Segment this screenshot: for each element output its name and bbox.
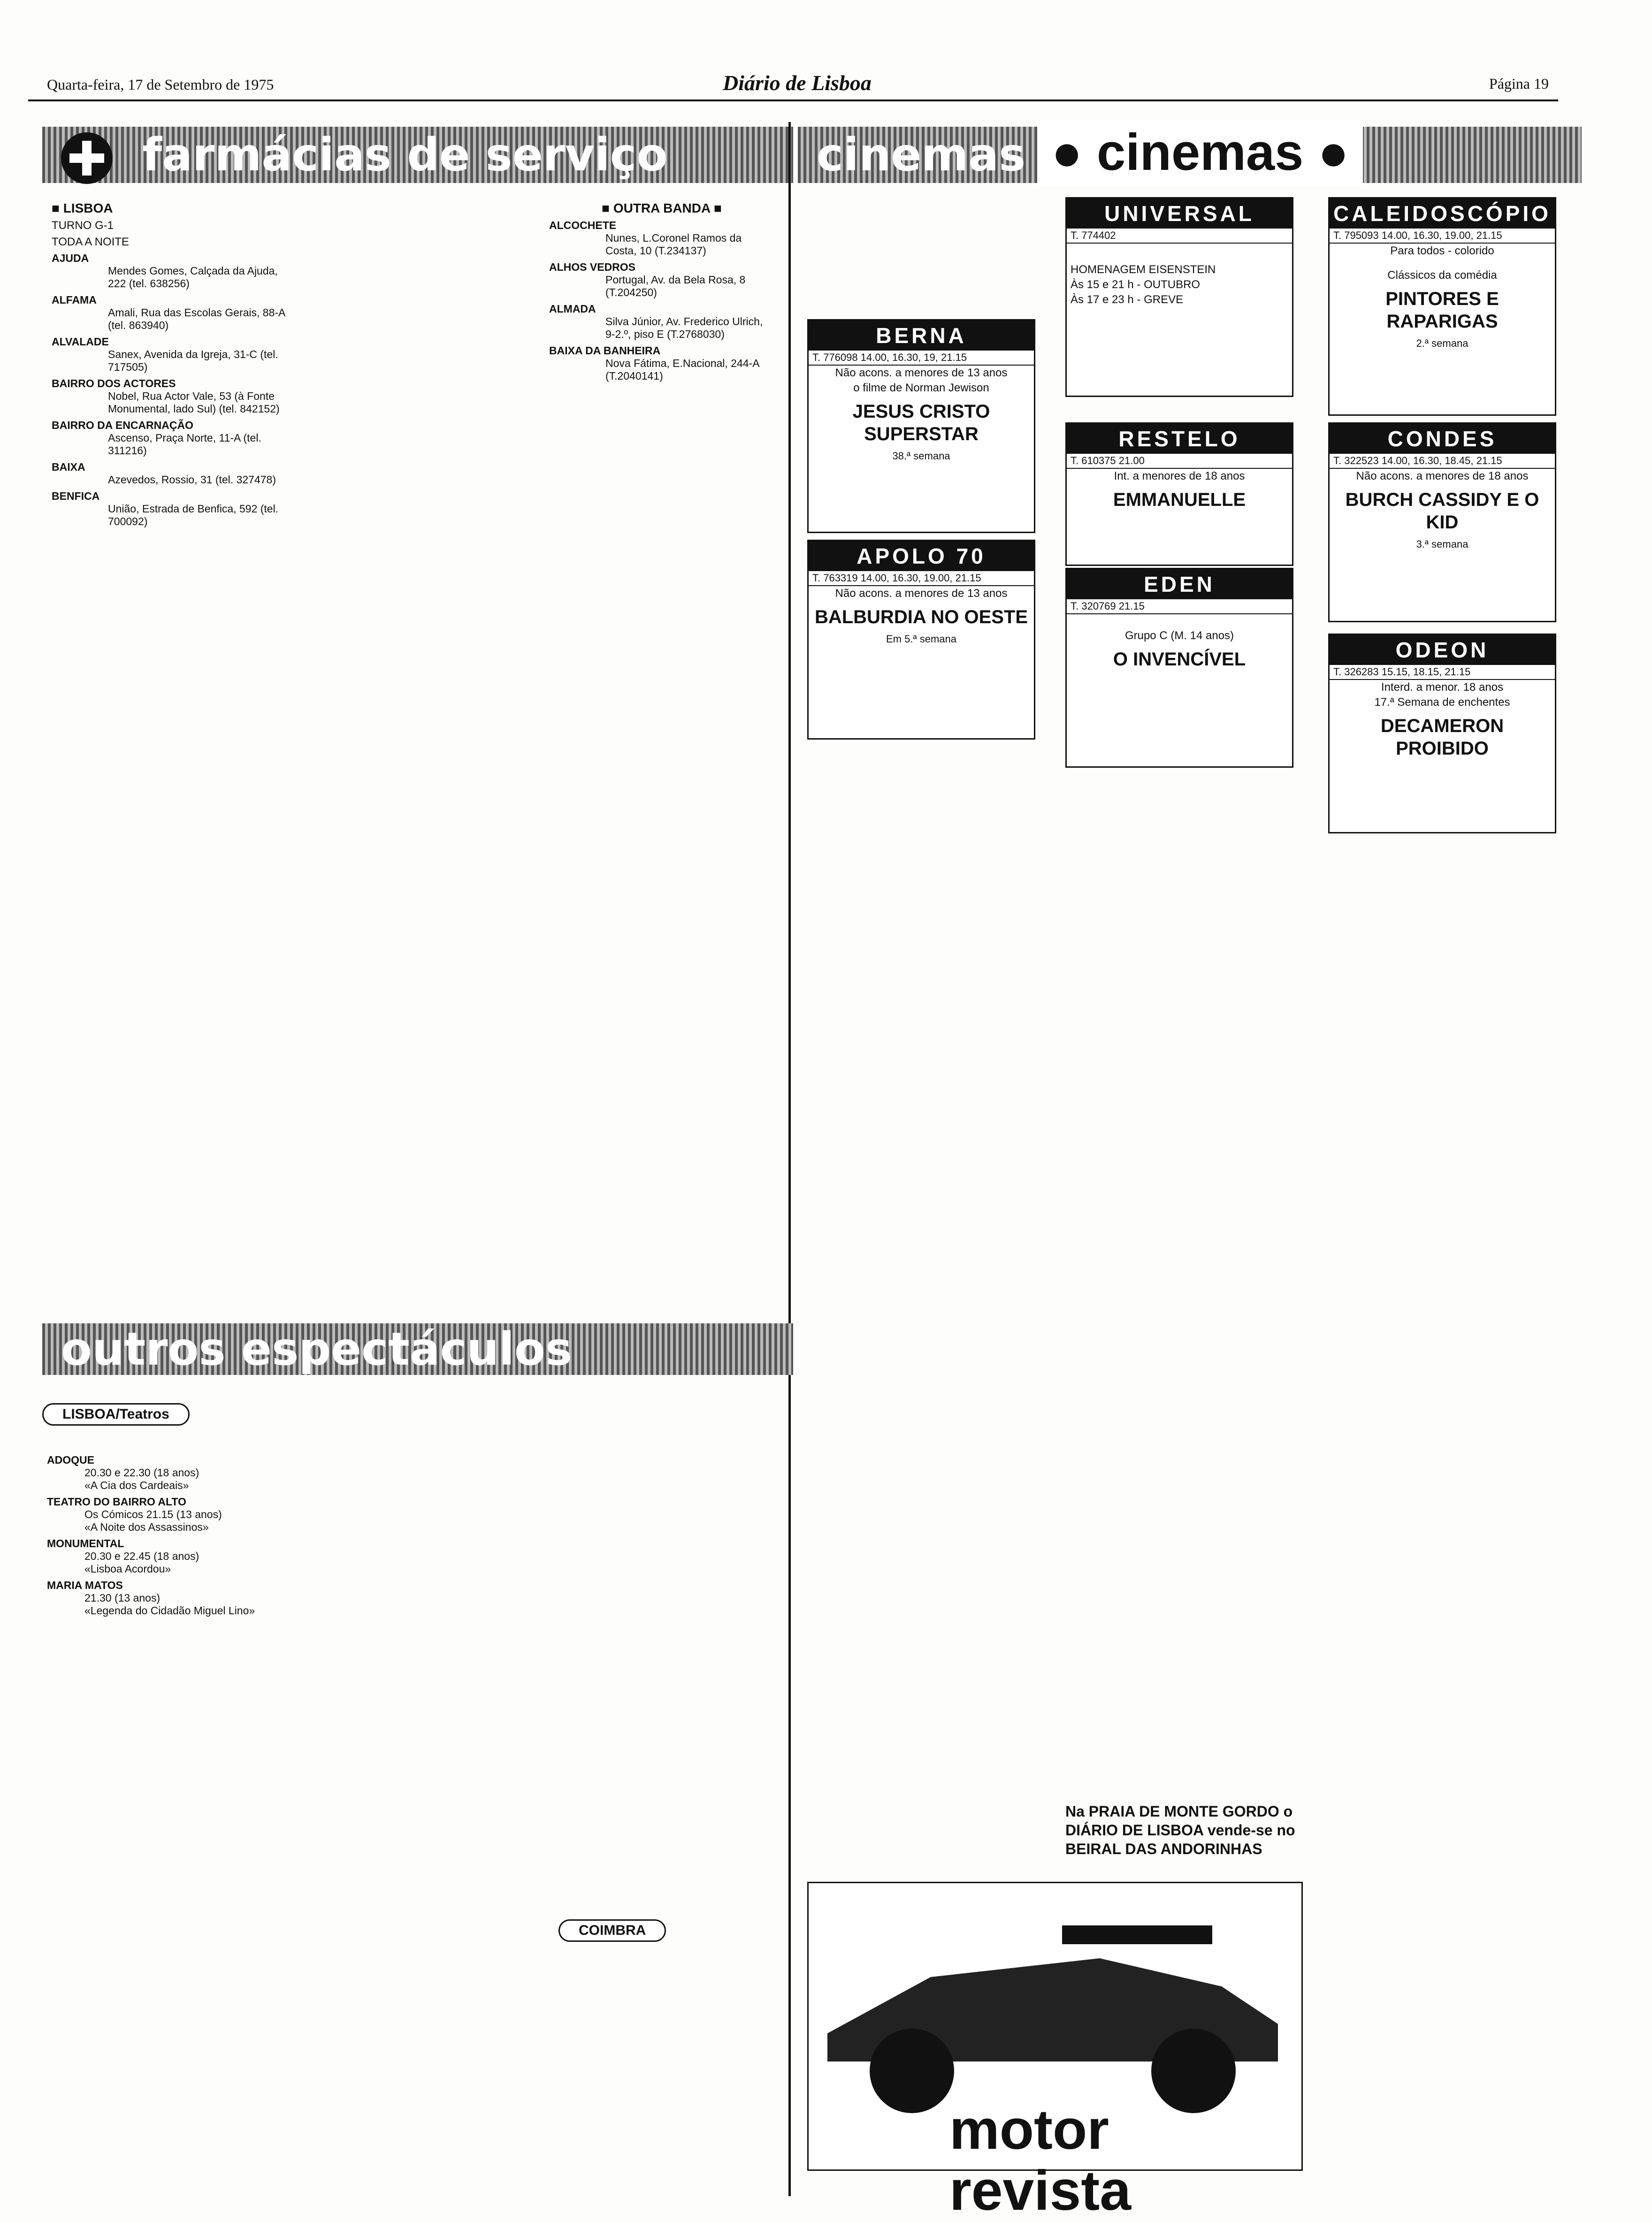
cinema-line: Não acons. a menores de 13 anos <box>835 587 1008 600</box>
theatre-entry: MARIA MATOS 21.30 (13 anos) «Legenda do Cidadão Miguel Lino» <box>47 1579 255 1617</box>
pharmacies-outra-banda-column <box>549 197 774 382</box>
cinema-phone: T. 610375 21.00 <box>1067 454 1292 469</box>
cinema-film: PINTORES E RAPARIGAS <box>1385 289 1499 332</box>
cinema-film: EMMANUELLE <box>1113 489 1246 510</box>
cinema-week: 38.ª semana <box>892 450 950 462</box>
cinema-line: Às 15 e 21 h - OUTUBRO <box>1071 278 1201 291</box>
cinema-line: Interd. a menor. 18 anos <box>1381 681 1504 694</box>
pharmacy-entry: ALMADA Silva Júnior, Av. Frederico Ulrich, 9-2.º, piso E (T.2768030) <box>549 303 763 340</box>
theatres-list <box>47 1450 282 1617</box>
issue-date: Quarta-feira, 17 de Setembro de 1975 <box>47 76 274 93</box>
cinema-line: 17.ª Semana de enchentes <box>1374 696 1510 709</box>
cinema-name: CALEIDOSCÓPIO <box>1330 199 1555 229</box>
page-header <box>28 70 1558 99</box>
cinemas-title: ● cinemas ● <box>1037 120 1363 185</box>
cinema-name: EDEN <box>1067 569 1292 599</box>
pharmacy-entry: ALCOCHETE Nunes, L.Coronel Ramos da Costa, 10 (T.234137) <box>549 219 742 257</box>
cinema-film: O INVENCÍVEL <box>1113 649 1246 670</box>
pharmacy-entry: BENFICA União, Estrada de Benfica, 592 (tel. 700092) <box>52 490 279 527</box>
ad-title: motor revista <box>949 2098 1131 2222</box>
motor-revista-ad <box>807 1882 1303 2222</box>
section-title: ■ OUTRA BANDA ■ <box>602 201 722 215</box>
pharmacy-entry: ALHOS VEDROS Portugal, Av. da Bela Rosa, 8 (T.204250) <box>549 261 746 298</box>
theatre-entry: MONUMENTAL 20.30 e 22.45 (18 anos) «Lisboa Acordou» <box>47 1537 199 1575</box>
cinema-name: APOLO 70 <box>809 541 1034 571</box>
cinema-phone: T. 326283 15.15, 18.15, 21.15 <box>1330 665 1555 680</box>
section-title: ■ LISBOA <box>52 201 113 215</box>
cinema-phone: T. 322523 14.00, 16.30, 18.45, 21.15 <box>1330 454 1555 469</box>
pharmacy-entry: BAIRRO DOS ACTORES Nobel, Rua Actor Vale, 53 (à Fonte Monumental, lado Sul) (tel. 842152) <box>52 377 280 415</box>
cinema-film: BURCH CASSIDY E O KID <box>1345 489 1539 533</box>
masthead: Diário de Lisboa <box>723 71 872 95</box>
cinema-box <box>1328 197 1556 416</box>
cinema-line: HOMENAGEM EISENSTEIN <box>1071 263 1216 276</box>
cinema-phone: T. 320769 21.15 <box>1067 599 1292 614</box>
pharmacy-entry: ALFAMA Amali, Rua das Escolas Gerais, 88-A (tel. 863940) <box>52 294 285 331</box>
pharmacies-lisboa-column <box>52 197 286 528</box>
cinema-box <box>1065 422 1293 566</box>
column-divider <box>788 122 791 2196</box>
cinema-line: Int. a menores de 18 anos <box>1114 470 1245 482</box>
pharmacy-entry: BAIXA Azevedos, Rossio, 31 (tel. 327478) <box>52 461 276 486</box>
period-label: TODA A NOITE <box>52 236 129 248</box>
cinema-name: UNIVERSAL <box>1067 199 1292 229</box>
shows-section-label: LISBOA/Teatros <box>42 1403 190 1426</box>
cinema-film: BALBURDIA NO OESTE <box>814 607 1028 627</box>
pharmacy-entry: AJUDA Mendes Gomes, Calçada da Ajuda, 222 (tel. 638256) <box>52 252 278 290</box>
cinema-name: BERNA <box>809 321 1034 351</box>
pharmacy-entry: BAIXA DA BANHEIRA Nova Fátima, E.Nacional, 244-A (T.2040141) <box>549 344 759 382</box>
cinema-phone: T. 763319 14.00, 16.30, 19.00, 21.15 <box>809 571 1034 586</box>
pharmacy-cross-icon <box>61 132 113 184</box>
cinema-film: JESUS CRISTO SUPERSTAR <box>852 401 990 444</box>
cinema-box <box>807 319 1035 533</box>
cinema-week: 2.ª semana <box>1416 337 1468 349</box>
sales-note: Na PRAIA DE MONTE GORDO o DIÁRIO DE LISBOA vende-se no BEIRAL DAS ANDORINHAS <box>1065 1803 1295 1857</box>
cinema-week: 3.ª semana <box>1416 538 1468 550</box>
cinema-box <box>1065 197 1293 397</box>
cinema-line: Clássicos da comédia <box>1387 269 1497 282</box>
cinema-name: RESTELO <box>1067 424 1292 454</box>
cinema-line: Grupo C (M. 14 anos) <box>1124 629 1234 642</box>
header-rule <box>28 99 1558 101</box>
theatre-entry: ADOQUE 20.30 e 22.30 (18 anos) «A Cia dos Cardeais» <box>47 1454 199 1491</box>
cinema-phone: T. 776098 14.00, 16.30, 19, 21.15 <box>809 351 1034 366</box>
cinema-film: DECAMERON PROIBIDO <box>1380 716 1504 759</box>
cinema-phone: T. 795093 14.00, 16.30, 19.00, 21.15 <box>1330 229 1555 244</box>
cinema-name: CONDES <box>1330 424 1555 454</box>
shows-section-label: COIMBRA <box>558 1919 666 1942</box>
pharmacy-entry: BAIRRO DA ENCARNAÇÃO Ascenso, Praça Norte, 11-A (tel. 311216) <box>52 419 261 457</box>
cinema-week: Em 5.ª semana <box>886 633 956 645</box>
cinema-line: Não acons. a menores de 13 anos <box>835 367 1008 379</box>
cinema-line: Às 17 e 23 h - GREVE <box>1071 293 1184 306</box>
cinema-name: ODEON <box>1330 635 1555 665</box>
cinema-line: Não acons. a menores de 18 anos <box>1356 470 1529 482</box>
page-number: Página 19 <box>1489 75 1549 92</box>
cinemas-banner: cinemas <box>798 127 1582 183</box>
shows-banner: outros espectáculos <box>42 1323 793 1375</box>
cinema-line: o filme de Norman Jewison <box>853 382 989 394</box>
cinema-phone: T. 774402 <box>1067 229 1292 244</box>
cinema-box <box>1065 568 1293 768</box>
turno-label: TURNO G-1 <box>52 219 114 232</box>
pharmacies-banner <box>42 127 793 183</box>
cinema-box <box>1328 634 1556 833</box>
theatre-entry: TEATRO DO BAIRRO ALTO Os Cómicos 21.15 (13 anos) «A Noite dos Assassinos» <box>47 1496 222 1533</box>
pharmacies-banner-text: farmácias de serviço <box>142 129 668 181</box>
cinema-line: Para todos - colorido <box>1390 244 1494 257</box>
cinema-box <box>807 540 1035 740</box>
pharmacy-entry: ALVALADE Sanex, Avenida da Igreja, 31-C (tel. 717505) <box>52 336 278 373</box>
cinema-box <box>1328 422 1556 622</box>
